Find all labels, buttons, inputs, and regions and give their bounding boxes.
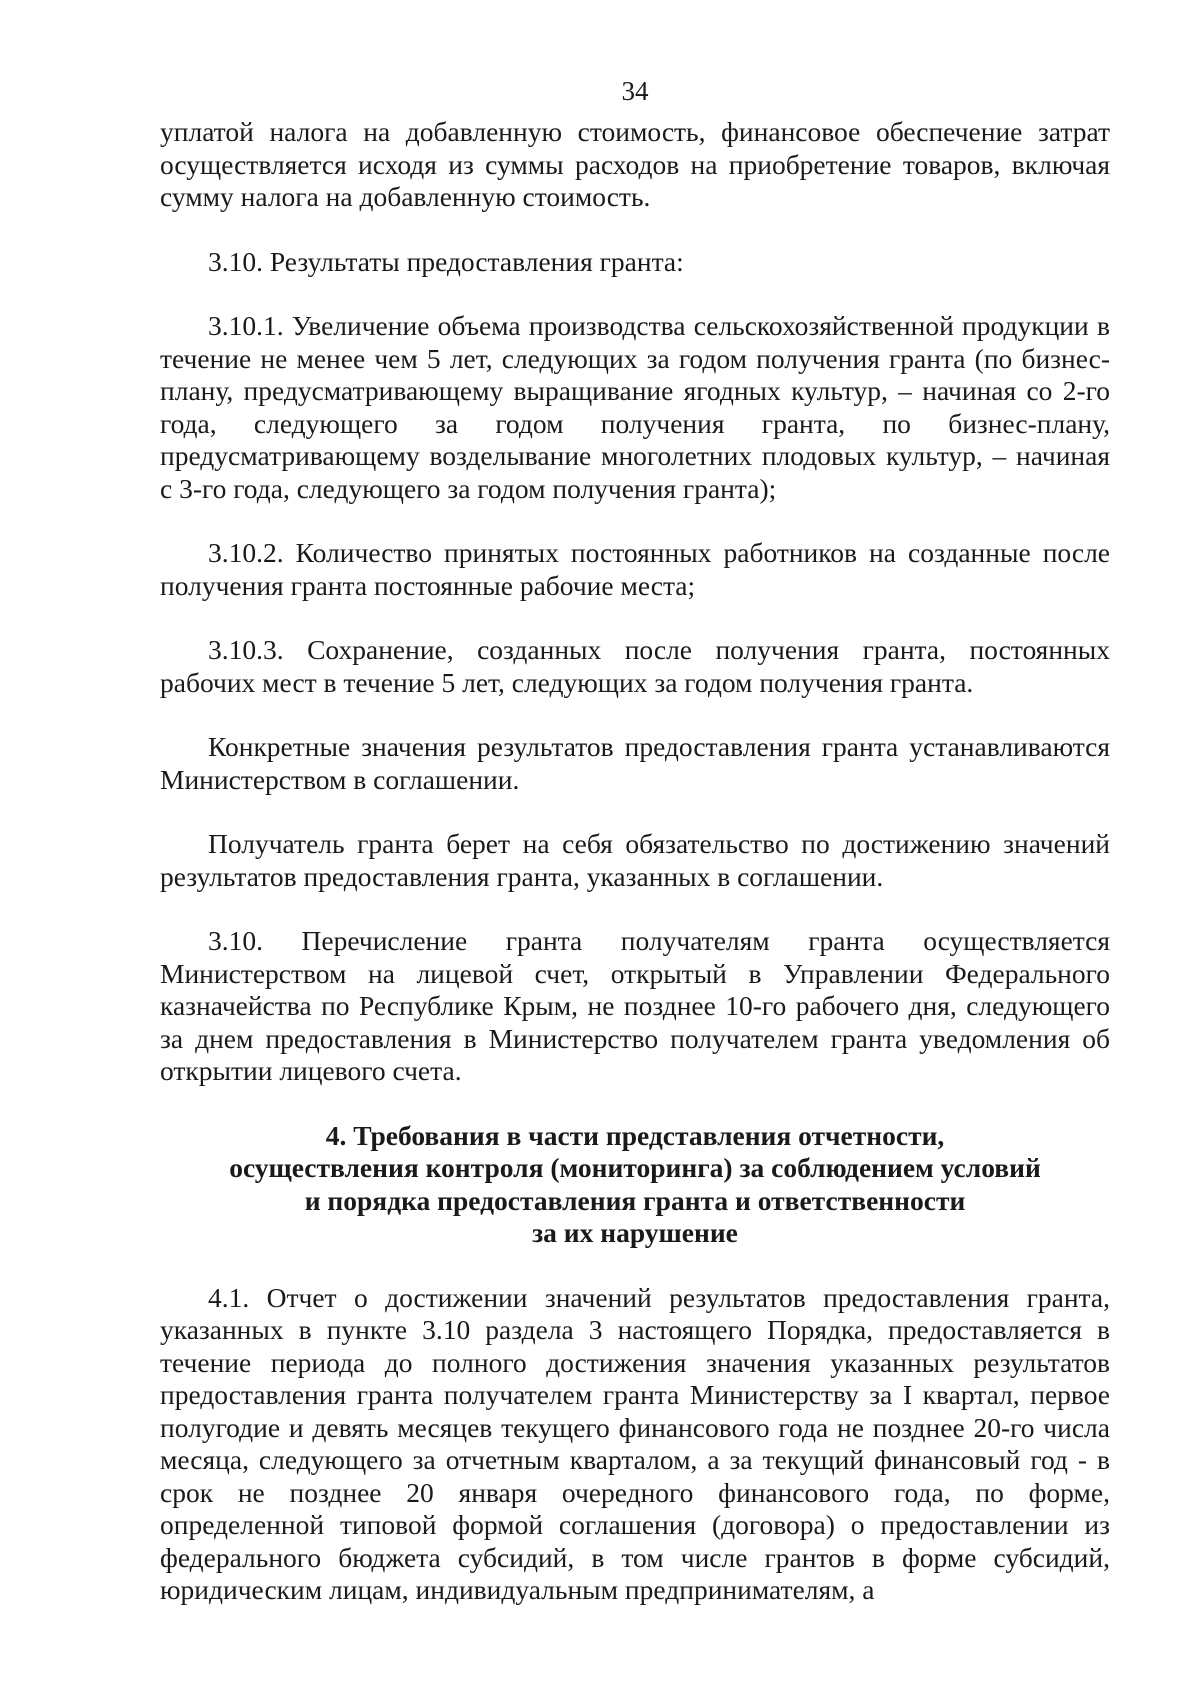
document-page — [160, 70, 1110, 1660]
section-4-heading — [160, 1120, 1110, 1250]
section-4-heading-line-3: и порядка предоставления гранта и ответственности — [304, 1184, 966, 1216]
page-number: 34 — [621, 76, 649, 106]
section-4-heading-line-1: 4. Требования в части представления отчетности, — [325, 1119, 945, 1151]
section-4-heading-line-4: за их нарушение — [532, 1217, 738, 1248]
paragraph-3-10-2: 3.10.2. Количество принятых постоянных работников на созданные после получения гранта постоянные рабочие места; — [160, 537, 1110, 601]
paragraph-specific-values: Конкретные значения результатов предоставления гранта устанавливаются Министерством в соглашении. — [160, 731, 1110, 795]
paragraph-3-10-results: 3.10. Результаты предоставления гранта: — [208, 245, 684, 277]
paragraph-recipient-obligation: Получатель гранта берет на себя обязательство по достижению значений результатов предоставления гранта, указанных в соглашении. — [160, 828, 1110, 892]
paragraph-4-1: 4.1. Отчет о достижении значений результатов предоставления гранта, указанных в пункте 3.10 раздела 3 настоящего Порядка, предоставляется в течение периода до полного достижения значения указанных результатов предоставления гранта получателем гранта Министерству за I квартал, первое полугодие и девять месяцев текущего финансового года не позднее 20-го числа месяца, следующего за отчетным кварталом, а за текущий финансовый год - в срок не позднее 20 января очередного финансового года, по форме, определенной типовой формой соглашения (договора) о предоставлении из федерального бюджета субсидий, в том числе грантов в форме субсидий, юридическим лицам, индивидуальным предпринимателям, а — [160, 1281, 1110, 1605]
section-4-heading-line-2: осуществления контроля (мониторинга) за соблюдением условий — [229, 1152, 1041, 1183]
paragraph-3-10-3: 3.10.3. Сохранение, созданных после получения гранта, постоянных рабочих мест в течение 5 лет, следующих за годом получения гранта. — [160, 634, 1110, 698]
paragraph-vat-continuation: уплатой налога на добавленную стоимость, финансовое обеспечение затрат осуществляется исходя из суммы расходов на приобретение товаров, включая сумму налога на добавленную стоимость. — [160, 116, 1110, 212]
paragraph-3-10-transfer: 3.10. Перечисление гранта получателям гранта осуществляется Министерством на лицевой счет, открытый в Управлении Федерального казначейства по Республике Крым, не позднее 10-го рабочего дня, следующего за днем предоставления в Министерство получателем гранта уведомления об открытии лицевого счета. — [160, 925, 1110, 1086]
paragraph-3-10-1: 3.10.1. Увеличение объема производства сельскохозяйственной продукции в течение не менее чем 5 лет, следующих за годом получения гранта (по бизнес-плану, предусматривающему выращивание ягодных культур, – начиная со 2-го года, следующего за годом получения гранта, по бизнес-плану, предусматривающему возделывание многолетних плодовых культур, – начиная с 3-го года, следующего за годом получения гранта); — [160, 310, 1110, 504]
